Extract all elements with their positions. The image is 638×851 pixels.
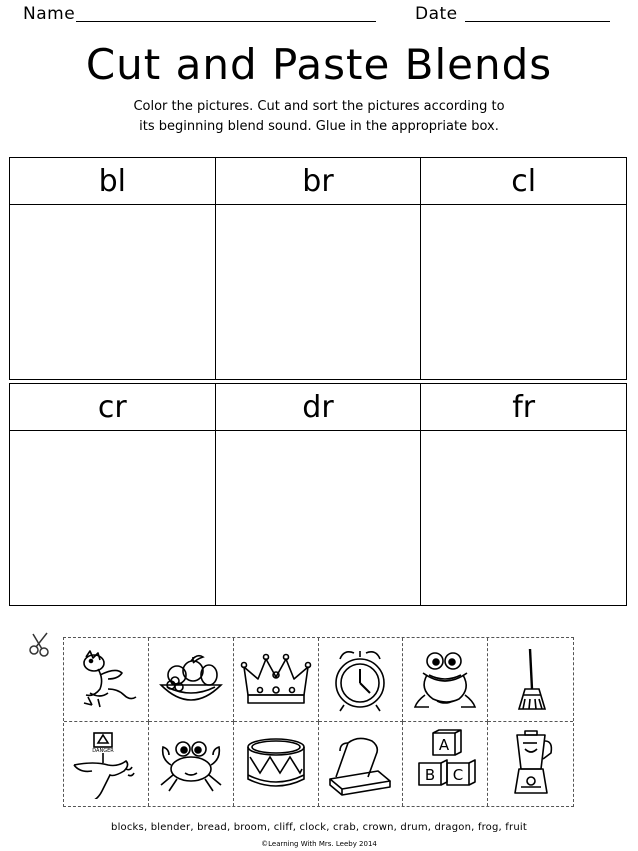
dragon-icon bbox=[68, 645, 144, 715]
paste-box-br[interactable] bbox=[215, 205, 421, 380]
blend-header-fr: fr bbox=[421, 384, 627, 431]
picture-card-fruit[interactable] bbox=[149, 638, 234, 722]
picture-card-dragon[interactable] bbox=[64, 638, 149, 722]
student-header bbox=[0, 2, 638, 26]
instructions-line-2: its beginning blend sound. Glue in the appropriate box. bbox=[139, 119, 499, 134]
danger-sign-text: DANGER bbox=[92, 748, 114, 754]
picture-card-blocks[interactable] bbox=[403, 722, 488, 806]
picture-card-crab[interactable] bbox=[149, 722, 234, 806]
paste-box-cl[interactable] bbox=[421, 205, 627, 380]
picture-card-bread[interactable] bbox=[319, 722, 404, 806]
picture-card-broom[interactable] bbox=[488, 638, 573, 722]
picture-card-blender[interactable] bbox=[488, 722, 573, 806]
crown-icon bbox=[238, 645, 314, 715]
paste-box-fr[interactable] bbox=[421, 431, 627, 606]
paste-box-dr[interactable] bbox=[215, 431, 421, 606]
word-bank: blocks, blender, bread, broom, cliff, clock, crab, crown, drum, dragon, frog, fruit bbox=[111, 822, 527, 833]
name-label: Name bbox=[23, 4, 76, 24]
picture-card-cliff[interactable] bbox=[64, 722, 149, 806]
block-letter-b: B bbox=[425, 766, 436, 784]
clock-icon bbox=[322, 645, 398, 715]
instructions bbox=[80, 97, 558, 137]
crab-icon bbox=[153, 729, 229, 799]
block-letter-a: A bbox=[439, 736, 450, 754]
blend-header-dr: dr bbox=[215, 384, 421, 431]
sort-table-top bbox=[9, 157, 627, 380]
date-label: Date bbox=[415, 4, 458, 24]
drum-icon bbox=[238, 729, 314, 799]
cut-out-pictures bbox=[63, 637, 574, 807]
blend-header-cl: cl bbox=[421, 158, 627, 205]
blend-header-cr: cr bbox=[10, 384, 216, 431]
picture-card-crown[interactable] bbox=[234, 638, 319, 722]
block-letter-c: C bbox=[452, 766, 464, 784]
name-line[interactable] bbox=[76, 21, 376, 22]
frog-icon bbox=[407, 645, 483, 715]
broom-icon bbox=[493, 645, 569, 715]
picture-card-drum[interactable] bbox=[234, 722, 319, 806]
fruit-icon bbox=[153, 645, 229, 715]
sort-table-bottom bbox=[9, 383, 627, 606]
blender-icon bbox=[493, 729, 569, 799]
picture-card-frog[interactable] bbox=[403, 638, 488, 722]
paste-box-cr[interactable] bbox=[10, 431, 216, 606]
picture-card-clock[interactable] bbox=[319, 638, 404, 722]
blend-header-bl: bl bbox=[10, 158, 216, 205]
date-line[interactable] bbox=[465, 21, 610, 22]
bread-icon bbox=[322, 729, 398, 799]
copyright-notice: ©Learning With Mrs. Leeby 2014 bbox=[261, 840, 377, 848]
blocks-icon bbox=[407, 729, 483, 799]
worksheet-title: Cut and Paste Blends bbox=[85, 40, 553, 89]
cliff-icon bbox=[68, 729, 144, 799]
blend-header-br: br bbox=[215, 158, 421, 205]
paste-box-bl[interactable] bbox=[10, 205, 216, 380]
scissors-icon bbox=[27, 630, 55, 658]
instructions-line-1: Color the pictures. Cut and sort the pictures according to bbox=[133, 99, 505, 114]
